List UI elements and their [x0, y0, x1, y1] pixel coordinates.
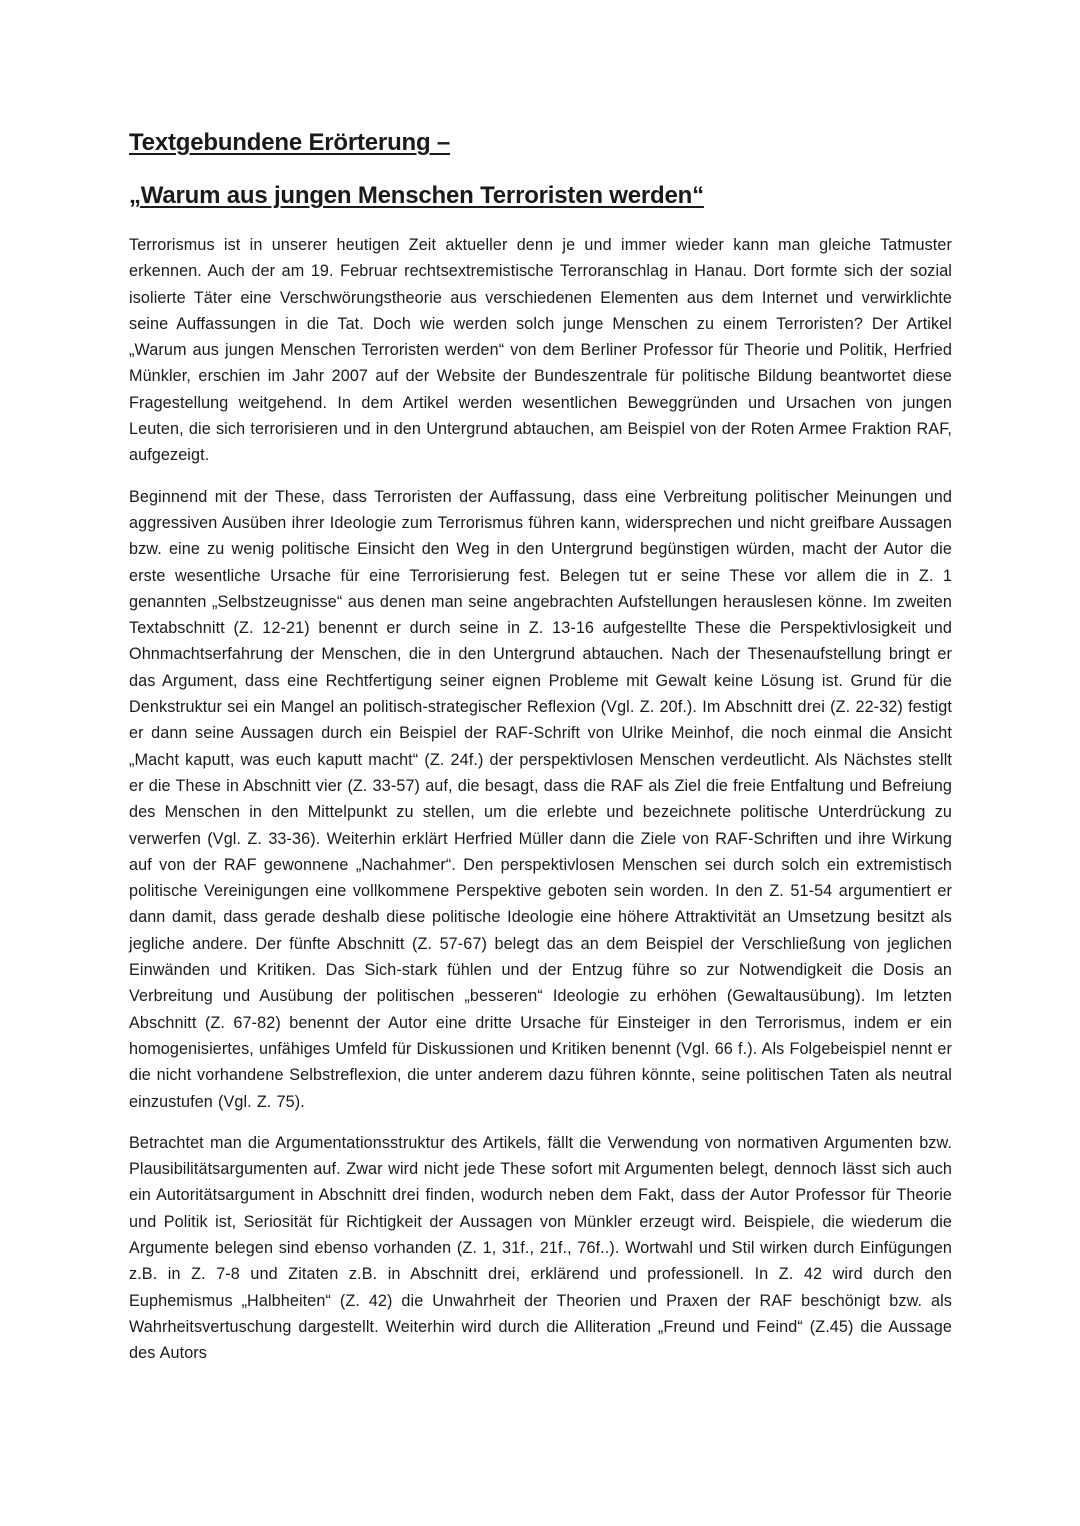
- document-title: Textgebundene Erörterung –: [129, 129, 451, 156]
- paragraph-argumentation: Betrachtet man die Argumentationsstruktur des Artikels, fällt die Verwendung von normativen Argumenten bzw. Plausibilitätsargumenten auf. Zwar wird nicht jede These sofort mit Argumenten belegt, dennoch lässt sich auch ein Autoritätsargument in Abschnitt drei finden, wodurch neben dem Fakt, dass der Autor Professor für Theorie und Politik ist, Seriosität für Richtigkeit der Aussagen von Münkler erzeugt wird. Beispiele, die wiederum die Argumente belegen sind ebenso vorhanden (Z. 1, 31f., 21f., 76f..). Wortwahl und Stil wirken durch Einfügungen z.B. in Z. 7-8 und Zitaten z.B. in Abschnitt drei, erklärend und professionell. In Z. 42 wird durch den Euphemismus „Halbheiten“ (Z. 42) die Unwahrheit der Theorien und Praxen der RAF beschönigt bzw. als Wahrheitsvertuschung dargestellt. Weiterhin wird durch die Alliteration „Freund und Feind“ (Z.45) die Aussage des Autors: [129, 1133, 952, 1363]
- document-subtitle: „Warum aus jungen Menschen Terroristen werden“: [129, 182, 704, 209]
- paragraph-introduction: Terrorismus ist in unserer heutigen Zeit aktueller denn je und immer wieder kann man gleiche Tatmuster erkennen. Auch der am 19. Februar rechtsextremistische Terroranschlag in Hanau. Dort formte sich der sozial isolierte Täter eine Verschwörungstheorie aus verschiedenen Elementen aus dem Internet und verwirklichte seine Auffassungen in die Tat. Doch wie werden solch junge Menschen zu einem Terroristen? Der Artikel „Warum aus jungen Menschen Terroristen werden“ von dem Berliner Professor für Theorie und Politik, Herfried Münkler, erschien im Jahr 2007 auf der Website der Bundeszentrale für politische Bildung beantwortet diese Fragestellung weitgehend. In dem Artikel werden wesentlichen Beweggründen und Ursachen von jungen Leuten, die sich terrorisieren und in den Untergrund abtauchen, am Beispiel von der Roten Armee Fraktion RAF, aufgezeigt.: [129, 236, 952, 465]
- paragraph-analysis: Beginnend mit der These, dass Terroristen der Auffassung, dass eine Verbreitung politischer Meinungen und aggressiven Ausüben ihrer Ideologie zum Terrorismus führen kann, widersprechen und nicht greifbare Aussagen bzw. eine zu wenig politische Einsicht den Weg in den Untergrund begünstigen würden, macht der Autor die erste wesentliche Ursache für eine Terrorisierung fest. Belegen tut er seine These vor allem die in Z. 1 genannten „Selbstzeugnisse“ aus denen man seine angebrachten Aufstellungen herauslesen könne. Im zweiten Textabschnitt (Z. 12-21) benennt er durch seine in Z. 13-16 aufgestellte These die Perspektivlosigkeit und Ohnmachtserfahrung der Menschen, die in den Untergrund abtauchen. Nach der Thesenaufstellung bringt er das Argument, dass eine Rechtfertigung seiner eignen Probleme mit Gewalt keine Lösung ist. Grund für die Denkstruktur sei ein Mangel an politisch-strategischer Reflexion (Vgl. Z. 20f.). Im Abschnitt drei (Z. 22-32) festigt er dann seine Aussagen durch ein Beispiel der RAF-Schrift von Ulrike Meinhof, die noch einmal die Ansicht „Macht kaputt, was euch kaputt macht“ (Z. 24f.) der perspektivlosen Menschen verdeutlicht. Als Nächstes stellt er die These in Abschnitt vier (Z. 33-57) auf, die besagt, dass die RAF als Ziel die freie Entfaltung und Befreiung des Menschen in den Mittelpunkt zu stellen, um die erlebte und bezeichnete politische Unterdrückung zu verwerfen (Vgl. Z. 33-36). Weiterhin erklärt Herfried Müller dann die Ziele von RAF-Schriften und ihre Wirkung auf von der RAF gewonnene „Nachahmer“. Den perspektivlosen Menschen sei durch solch ein extremistisch politische Vereinigungen eine vollkommene Perspektive geboten sein worden. In den Z. 51-54 argumentiert er dann damit, dass gerade deshalb diese politische Ideologie eine höhere Attraktivität an Umsetzung besitzt als jegliche andere. Der fünfte Abschnitt (Z. 57-67) belegt das an dem Beispiel der Verschließung von jeglichen Einwänden und Kritiken. Das Sich-stark fühlen und der Entzug führe so zur Notwendigkeit die Dosis an Verbreitung und Ausübung der politischen „besseren“ Ideologie zu erhöhen (Gewaltausübung). Im letzten Abschnitt (Z. 67-82) benennt der Autor eine dritte Ursache für Einsteiger in den Terrorismus, indem er ein homogenisiertes, unfähiges Umfeld für Diskussionen und Kritiken benennt (Vgl. 66 f.). Als Folgebeispiel nennt er die nicht vorhandene Selbstreflexion, die unter anderem dazu führen könnte, seine politischen Taten als neutral einzustufen (Vgl. Z. 75).: [129, 487, 952, 1111]
- document-page: [129, 128, 952, 1381]
